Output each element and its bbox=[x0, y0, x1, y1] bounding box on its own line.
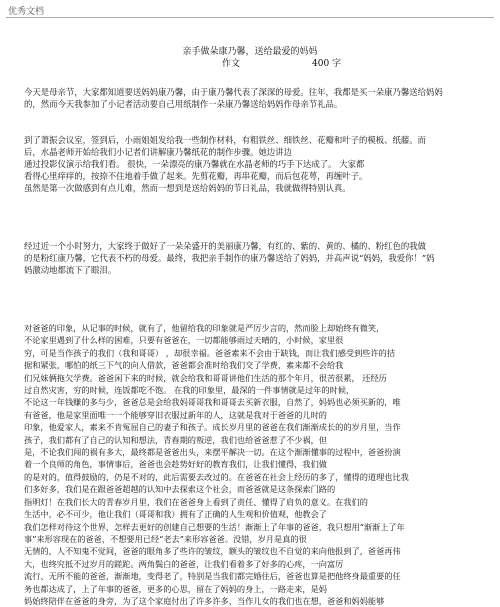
text-line: 虽然是第一次做感到有点儿难，然而一想到是送给妈妈的节日礼品，我就做得特别认真。 bbox=[24, 183, 351, 193]
text-line: 不论这一年钱赚的多与少，爸爸总是会给我妈哥哥我和哥哥去买新衣服，自然了，妈妈也必须买新的，唯 bbox=[24, 397, 401, 408]
text-line: 指明灯！在我们长大的青春岁月里，我们在爸爸身上看到了责任、懂得了肩负的意义。在我们的 bbox=[24, 496, 368, 507]
text-line: 流行、无所不能的爸爸，渐渐地，变得老了，特别是当我们都完婚住后，爸爸也算是把他终身最重要的任 bbox=[24, 571, 401, 582]
text-line: 着一个良师的角色，事情事后，爸爸也会趁势好好的教育我们，让我们懂得，我们做 bbox=[24, 459, 327, 470]
text-line: 看得心里痒痒的，按捺不住地着手做了起来。先剪花瓣，再串花瓣，而后包花萼，再缠叶子。 bbox=[24, 171, 368, 181]
paragraph-4 bbox=[24, 322, 494, 607]
header-divider bbox=[6, 17, 494, 18]
text-line: 大，也终究抵不过岁月的蹉跎。两角鬓白的爸爸，让我们看着多了好多的心疼，一向富厉 bbox=[24, 558, 344, 569]
text-line: 对爸爸的印象，从记事的时候，就有了，他留给我的印象就是严厉少言的，然而脸上却始终有微笑， bbox=[24, 323, 385, 333]
text-line: 过自然灾害，穷的时候，连饭都吃不饱。 在我的印象里，最深的一件事情就是过年的时候， bbox=[24, 385, 355, 396]
paragraph-1 bbox=[24, 86, 484, 110]
header-label: 优秀文档 bbox=[8, 7, 45, 17]
text-line: 务也都达成了，上了年事的爸爸，更多的心思，留在了妈妈的身上，一路走来，是妈 bbox=[24, 583, 327, 594]
text-line: 我们怎样对待这个世界，怎样去更好的创建自己想要的生活！渐渐上了年事的爸爸，我只想用“渐渐上了年 bbox=[24, 521, 405, 532]
text-line: 事”来形容现在的爸爸，不想要用已经“老去”来形容爸爸。没错，岁月是真的很 bbox=[24, 533, 307, 544]
meta-word-count: 400 字 bbox=[312, 59, 342, 69]
text-line: 不论家里遇到了什么样的困难，只要有爸爸在，一切都能够雨过天晴的，小时候，家里很 bbox=[24, 335, 344, 346]
text-line: 妈始终陪伴在爸爸的身旁，为了这个家庭付出了许多许多，当作儿女的我们也在想，爸爸和妈妈能够 bbox=[24, 595, 385, 606]
text-line: 穷，可是当作孩子的我们（我和哥哥） ，却很幸福。爸爸素来不会由于缺钱，而让我们感受到些许的拮 bbox=[24, 347, 396, 358]
text-line: 印象，他爱家人，素来不肯冤屈自己的妻子和孩子。成长岁月里的爸爸在我们渐渐成长的的岁月里，当作 bbox=[24, 422, 401, 433]
text-line: 通过投影仪演示给我们看。 很快，一朵漂亮的康乃馨就在水晶老师的巧手下达成了。 大家都 bbox=[24, 159, 365, 169]
paragraph-3 bbox=[24, 240, 484, 276]
text-line: 孩子，我们都有了自己的认知和想法，青春期的叛逆，我们也给爸爸惹了不少祸，但 bbox=[24, 434, 327, 445]
text-line: 后，水晶老师开始给我们小记者们讲解康乃馨纸花的制作步骤。她边讲边 bbox=[24, 147, 292, 157]
meta-genre: 作文 bbox=[222, 59, 241, 69]
text-line: 的是对的，值得鼓励的，仍是不对的，此后需要去改过的。在爸爸在社会上经历的多了，懂得的道理也比我 bbox=[24, 471, 409, 482]
text-line: 无情的，人不知鬼不觉间，爸爸的眼角多了些许的皱纹，额头的皱纹也不自觉的来向他报到了，爸爸再伟 bbox=[24, 546, 401, 557]
document-title: 亲手做朵康乃馨，送给最爱的妈妈 bbox=[182, 47, 318, 57]
text-line: 的是粉红康乃馨，它代表不朽的母爱。最终，我把亲手制作的康乃馨送给了妈妈，并高声说“妈妈，我爱你！”妈 bbox=[24, 253, 435, 263]
text-line: 们兄妹俩拖欠学费。爸爸闲下来的时候，就会给我和哥哥讲他们生活的那个年月，很苦很累， 还经历 bbox=[24, 372, 387, 383]
text-line: 生活中，必不可少，他让我们（哥哥和我）拥有了正确的人生观和价值观，他教会了 bbox=[24, 509, 327, 520]
text-line: 今天是母亲节，大家都知道要送妈妈康乃馨，由于康乃馨代表了深深的母爱。往年，我都是买一朵康乃馨送给妈妈 bbox=[24, 87, 443, 97]
text-line: 经过近一个小时努力，大家终于做好了一朵朵盛开的美丽康乃馨，有红的、紫的、黄的、橘的、粉红色的我做 bbox=[24, 241, 426, 251]
text-line: 到了萧振会议室，签到后，小雨姐姐发给我一些制作材料，有粗铁丝、细铁丝、花瓣和叶子的模板、纸藤。而 bbox=[24, 135, 426, 145]
text-line: 妈激动地都流下了眼泪。 bbox=[24, 265, 117, 275]
text-line: 有爸爸，他是家里面唯一一个能够穿旧衣服过新年的人，这就是我对于爸爸的儿时的 bbox=[24, 409, 327, 420]
paragraph-2 bbox=[24, 134, 484, 194]
text-line: 们多好多，我们是在跟爸爸超越的认知中去探索这个社会，而爸爸就是这条探索门路的 bbox=[24, 484, 336, 495]
text-line: 的，然而今天我参加了小记者活动要自己用纸制作一朵康乃馨送给妈妈作母亲节礼品。 bbox=[24, 99, 343, 109]
text-line: 是，不论我们闯的祸有多大，最终都是爸爸出头，来摆平解决一切。在这个渐渐懂事的过程中，爸爸扮演 bbox=[24, 447, 401, 458]
text-line: 据和紧张，哪怕的纸三下气的向人借款，爸爸都会准时给我们交了学费，素来都不会给我 bbox=[24, 360, 344, 371]
